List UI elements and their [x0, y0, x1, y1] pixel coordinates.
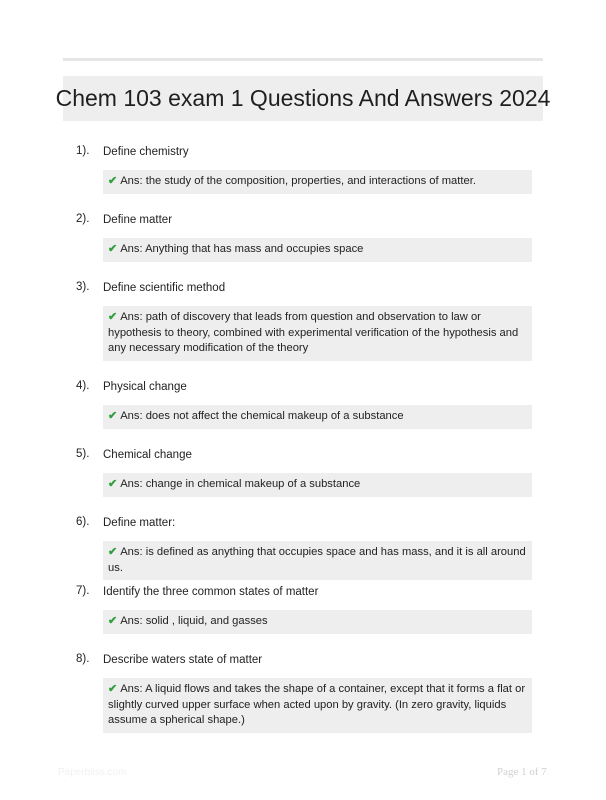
question-number: 5).	[76, 448, 90, 460]
answer-text: Ans: Anything that has mass and occupies space	[120, 243, 364, 255]
answer-text: Ans: the study of the composition, properties, and interactions of matter.	[120, 175, 476, 187]
answer-text: Ans: solid , liquid, and gasses	[120, 615, 268, 627]
checkmark-icon: ✔	[108, 410, 118, 422]
answer-box	[103, 238, 532, 262]
answer-box	[103, 610, 532, 634]
answer-box	[103, 678, 532, 733]
answer-box	[103, 306, 532, 361]
question-number: 6).	[76, 516, 90, 528]
answer-text: Ans: A liquid flows and takes the shape of a container, except that it forms a flat or slightly curved upper surface when acted upon by gravity. (In zero gravity, liquids assume a spherical shape.)	[108, 683, 526, 726]
checkmark-icon: ✔	[108, 311, 118, 323]
checkmark-icon: ✔	[108, 478, 118, 490]
question-text: Define matter:	[103, 517, 176, 529]
answer-box	[103, 405, 532, 429]
question-number: 7).	[76, 585, 90, 597]
question-number: 3).	[76, 281, 90, 293]
answer-text: Ans: is defined as anything that occupies space and has mass, and it is all around us.	[108, 546, 526, 574]
question-text: Chemical change	[103, 449, 192, 461]
answer-box	[103, 473, 532, 497]
checkmark-icon: ✔	[108, 175, 118, 187]
top-rule	[63, 58, 543, 61]
question-text: Define scientific method	[103, 282, 226, 294]
title-banner	[55, 76, 551, 121]
answer-text: Ans: path of discovery that leads from question and observation to law or hypothesis to theory, combined with experimental verification of the hypothesis and any necessary modification of the theory	[108, 311, 519, 354]
answer-text: Ans: does not affect the chemical makeup of a substance	[120, 410, 404, 422]
question-number: 2).	[76, 213, 90, 225]
question-text: Define chemistry	[103, 146, 189, 158]
question-number: 4).	[76, 380, 90, 392]
footer-watermark: Paperbliss.com	[58, 767, 127, 778]
document-title: Chem 103 exam 1 Questions And Answers 2024	[55, 85, 551, 111]
answer-text: Ans: change in chemical makeup of a substance	[120, 478, 361, 490]
checkmark-icon: ✔	[108, 243, 118, 255]
page-indicator: Page 1 of 7	[497, 766, 547, 778]
question-number: 8).	[76, 653, 90, 665]
question-text: Identify the three common states of matter	[103, 586, 319, 598]
checkmark-icon: ✔	[108, 683, 118, 695]
question-text: Describe waters state of matter	[103, 654, 263, 666]
checkmark-icon: ✔	[108, 615, 118, 627]
answer-box	[103, 170, 532, 194]
question-text: Define matter	[103, 214, 173, 226]
question-number: 1).	[76, 145, 90, 157]
checkmark-icon: ✔	[108, 546, 118, 558]
question-text: Physical change	[103, 381, 187, 393]
answer-box	[103, 541, 532, 580]
